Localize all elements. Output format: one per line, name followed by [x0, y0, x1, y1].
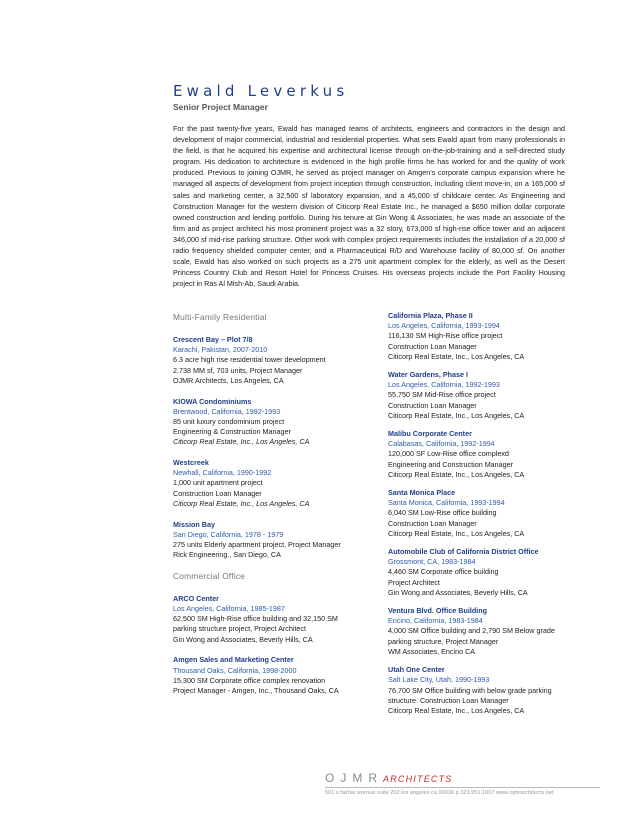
ojmr-logo: [325, 771, 453, 785]
project-detail: Citicorp Real Estate, Inc., Los Angeles, CA: [388, 410, 525, 420]
project-title: Utah One Center: [388, 665, 445, 675]
project-entry: [388, 665, 603, 716]
project-detail: Rick Engineering., San Diego, CA: [173, 550, 281, 560]
project-detail: Citicorp Real Estate, Inc., Los Angeles, CA: [388, 351, 525, 361]
multifamily-project-list: [173, 335, 373, 560]
project-detail: Construction Loan Manager: [388, 341, 477, 351]
project-location: Calabasas, California, 1992-1994: [388, 439, 495, 449]
project-location: Newhall, California, 1990-1992: [173, 468, 272, 478]
project-title: Amgen Sales and Marketing Center: [173, 655, 294, 665]
project-detail: structure. Construction Loan Manager: [388, 695, 509, 705]
project-detail: Construction Loan Manager: [173, 488, 262, 498]
project-location: Encino, California, 1983-1984: [388, 616, 483, 626]
left-project-column: [173, 312, 373, 707]
project-detail: 6,040 SM Low-Rise office building: [388, 508, 497, 518]
project-location: Thousand Oaks, California, 1998-2000: [173, 665, 297, 675]
project-title: Santa Monica Place: [388, 488, 456, 498]
project-title: Water Gardens, Phase I: [388, 370, 469, 380]
job-title: Senior Project Manager: [173, 102, 268, 112]
project-detail: Gin Wong and Associates, Beverly Hills, CA: [173, 634, 313, 644]
logo-subtitle: ARCHITECTS: [383, 774, 453, 784]
project-detail: Citicorp Real Estate, Inc., Los Angeles, CA: [388, 705, 525, 715]
project-entry: [388, 311, 603, 362]
project-title: California Plaza, Phase II: [388, 311, 473, 320]
project-detail: WM Associates, Encino CA: [388, 646, 476, 656]
project-detail: Engineering and Construction Manager: [388, 459, 514, 469]
project-detail: Construction Loan Manager: [388, 400, 477, 410]
project-detail: 76,700 SM Office building with below grade parking: [388, 685, 552, 695]
footer-contact-info: 501 s fairfax avenue suite 202 los angeles ca 90036 p 323.951.1007 www.ojmrarchitects.net: [325, 790, 554, 796]
project-detail: 62,500 SM High-Rise office building and 32,150 SM: [173, 614, 338, 624]
project-detail: 275 units Elderly apartment project, Project Manager: [173, 539, 341, 549]
project-detail: Construction Loan Manager: [388, 518, 477, 528]
project-detail: OJMR Architects, Los Angeles, CA: [173, 375, 284, 385]
project-title: Mission Bay: [173, 519, 215, 529]
project-entry: [173, 655, 373, 696]
project-entry: [388, 547, 603, 598]
project-detail: 116,130 SM High-Rise office project: [388, 331, 503, 341]
project-detail: 4,000 SM Office building and 2,790 SM Below grade: [388, 626, 555, 636]
project-entry: [388, 370, 603, 421]
project-entry: [173, 335, 373, 386]
project-location: Los Angeles, California, 1985-1987: [173, 604, 285, 614]
project-detail: 1,000 unit apartment project: [173, 478, 263, 488]
project-location: Santa Monica, California, 1993-1994: [388, 498, 505, 508]
project-detail: 15,300 SM Corporate office complex renovation: [173, 675, 326, 685]
project-location: Salt Lake City, Utah, 1990-1993: [388, 675, 490, 685]
project-location: Karachi, Pakistan, 2007-2010: [173, 345, 268, 355]
project-location: Grossmont, CA, 1983-1984: [388, 557, 476, 567]
person-name: Ewald Leverkus: [173, 82, 349, 100]
project-detail: 4,460 SM Corporate office building: [388, 567, 499, 577]
project-detail: Citicorp Real Estate, Inc., Los Angeles, CA: [388, 528, 525, 538]
project-detail: Engineering & Construction Manager: [173, 427, 291, 437]
project-location: Los Angeles, California, 1993-1994: [388, 321, 500, 331]
right-project-column: [388, 311, 603, 724]
project-detail: parking structure, Project Manager: [388, 636, 499, 646]
project-title: ARCO Center: [173, 593, 219, 603]
project-entry: [173, 594, 373, 645]
project-title: Westcreek: [173, 458, 209, 468]
project-location: San Diego, California, 1978 - 1979: [173, 529, 284, 539]
project-title: Malibu Corporate Center: [388, 429, 472, 439]
project-detail: 85 unit luxury condominium project: [173, 416, 285, 426]
section-heading-commercial: Commercial Office: [173, 570, 246, 581]
footer-divider: [325, 787, 600, 788]
project-entry: [388, 606, 603, 657]
project-entry: [173, 397, 373, 448]
project-entry: [173, 520, 373, 561]
project-entry: [173, 458, 373, 509]
logo-wordmark: OJMR: [325, 771, 383, 785]
project-detail: 55,750 SM Mid-Rise office project: [388, 390, 496, 400]
biography-paragraph: For the past twenty-five years, Ewald has managed teams of architects, engineers and contractors in the design and development of major commercial, industrial and residential properties. What sets Ewald apart from many professionals in the field, is that he acquired his expertise and architectural license through on-the-job-training and a self-directed study program. His dedication to architecture is evidenced in the high profile firms he has worked for and the quality of work produced. Previous to joining OJMR, he served as project manager on Amgen's corporate campus expansion where he managed all aspects of development from project inception through construction, including client move-in, on a 165,000 sf sales and marketing center, a 32,500 sf laboratory expansion, and a 45,000 sf childcare center. As Engineering and Construction Manager for the western division of Citicorp Real Estate Inc., he managed a $650 million dollar corporate owned construction and lending portfolio. During his tenure at Gin Wong & Associates, he was made an associate of the firm and as project architect his most prominent project was a 32 story, 673,000 sf high-rise office tower and an adjacent 346,000 sf mid-rise parking structure. Other work with complex project requirements includes the installation of a 20,000 sf radio frequency shielded computer center, and a Pharmaceutical R/D and Warehouse facility of 80,000 sf. On another scale, Ewald has also worked on such projects as a 275 unit apartment complex for the elderly, as well as the Desert Princess Country Club and Resort Hotel for Princess Cruises. His overseas projects include the Port Facility Housing project in Ras Al Mish-Ab, Saudi Arabia.: [173, 124, 565, 289]
project-detail: 120,000 SF Low-Rise office complexd: [388, 449, 509, 459]
project-detail: Citicorp Real Estate, Inc., Los Angeles, CA: [173, 437, 310, 447]
project-title: Ventura Blvd. Office Building: [388, 606, 488, 616]
project-detail: 6.3 acre high rise residential tower development: [173, 355, 326, 365]
project-detail: Project Architect: [388, 577, 440, 587]
project-detail: parking structure project, Project Architect: [173, 624, 307, 634]
project-detail: 2.738 MM sf, 703 units, Project Manager: [173, 365, 303, 375]
project-title: KIOWA Condominiums: [173, 396, 252, 406]
project-title: Automobile Club of California District Office: [388, 547, 539, 557]
project-location: Los Angeles, California, 1992-1993: [388, 380, 500, 390]
project-detail: Citicorp Real Estate, Inc., Los Angeles, CA: [173, 498, 310, 508]
project-title: Crescent Bay – Plot 7/8: [173, 335, 253, 344]
project-entry: [388, 488, 603, 539]
project-detail: Gin Wong and Associates, Beverly Hills, CA: [388, 587, 528, 597]
project-detail: Project Manager - Amgen, Inc., Thousand Oaks, CA: [173, 685, 339, 695]
commercial-project-list: [173, 594, 373, 696]
section-heading-multifamily: Multi-Family Residential: [173, 312, 267, 322]
project-location: Brentwood, California, 1992-1993: [173, 406, 281, 416]
project-detail: Citicorp Real Estate, Inc., Los Angeles, CA: [388, 469, 525, 479]
project-entry: [388, 429, 603, 480]
